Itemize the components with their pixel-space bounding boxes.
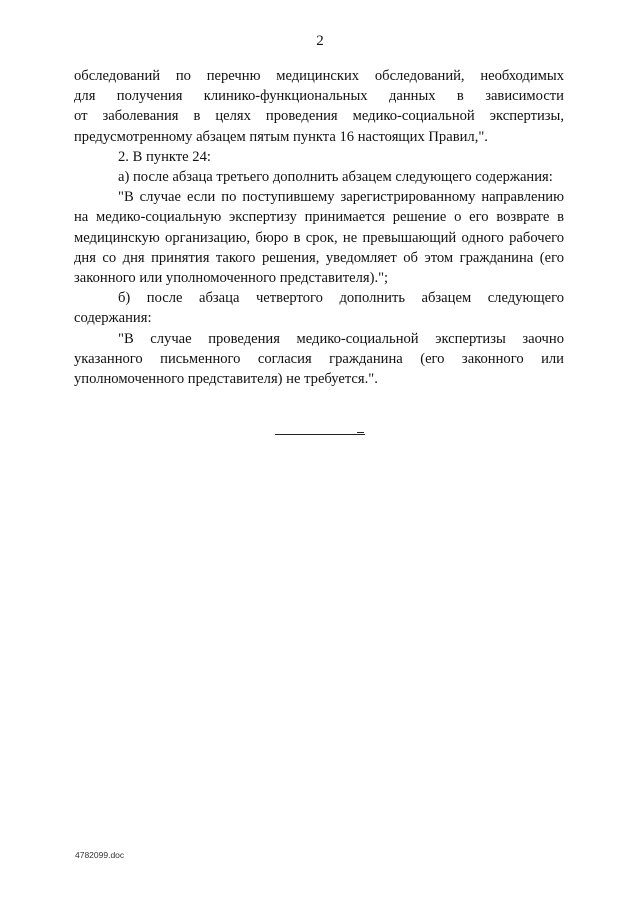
closing-rule-tail	[357, 432, 364, 433]
paragraph-quote-a: "В случае если по поступившему зарегистрированному направлению на медико-социальную экспертизу принимается решение о его возврате в медицинскую организацию, бюро в срок, не превышающий одного рабочего дня со дня принятия такого решения, уведомляет об этом гражданина (его законного или уполномоченного представителя).";	[74, 189, 564, 287]
paragraph-quote-b: "В случае проведения медико-социальной экспертизы заочно указанного письменного согласия гражданина (его законного или уполномоченного представителя) не требуется.".	[74, 330, 564, 388]
document-body	[74, 66, 564, 389]
paragraph-1-line-4: предусмотренному абзацем пятым пункта 16 настоящих Правил,".	[74, 128, 488, 145]
paragraph-1-line-3: от заболевания в целях проведения медико-социальной экспертизы,	[74, 108, 564, 125]
paragraph-item-2: 2. В пункте 24:	[118, 148, 211, 165]
paragraph-subitem-b: б) после абзаца четвертого дополнить абзацем следующего содержания:	[74, 290, 564, 327]
paragraph-1-line-1: обследований по перечню медицинских обследований, необходимых	[74, 68, 564, 84]
page-number: 2	[316, 33, 324, 49]
document-file-code: 4782099.doc	[75, 850, 125, 860]
closing-rule	[275, 434, 365, 435]
paragraph-1-line-2: для получения клинико-функциональных данных в зависимости	[74, 88, 564, 105]
paragraph-subitem-a: а) после абзаца третьего дополнить абзацем следующего содержания:	[118, 169, 553, 186]
